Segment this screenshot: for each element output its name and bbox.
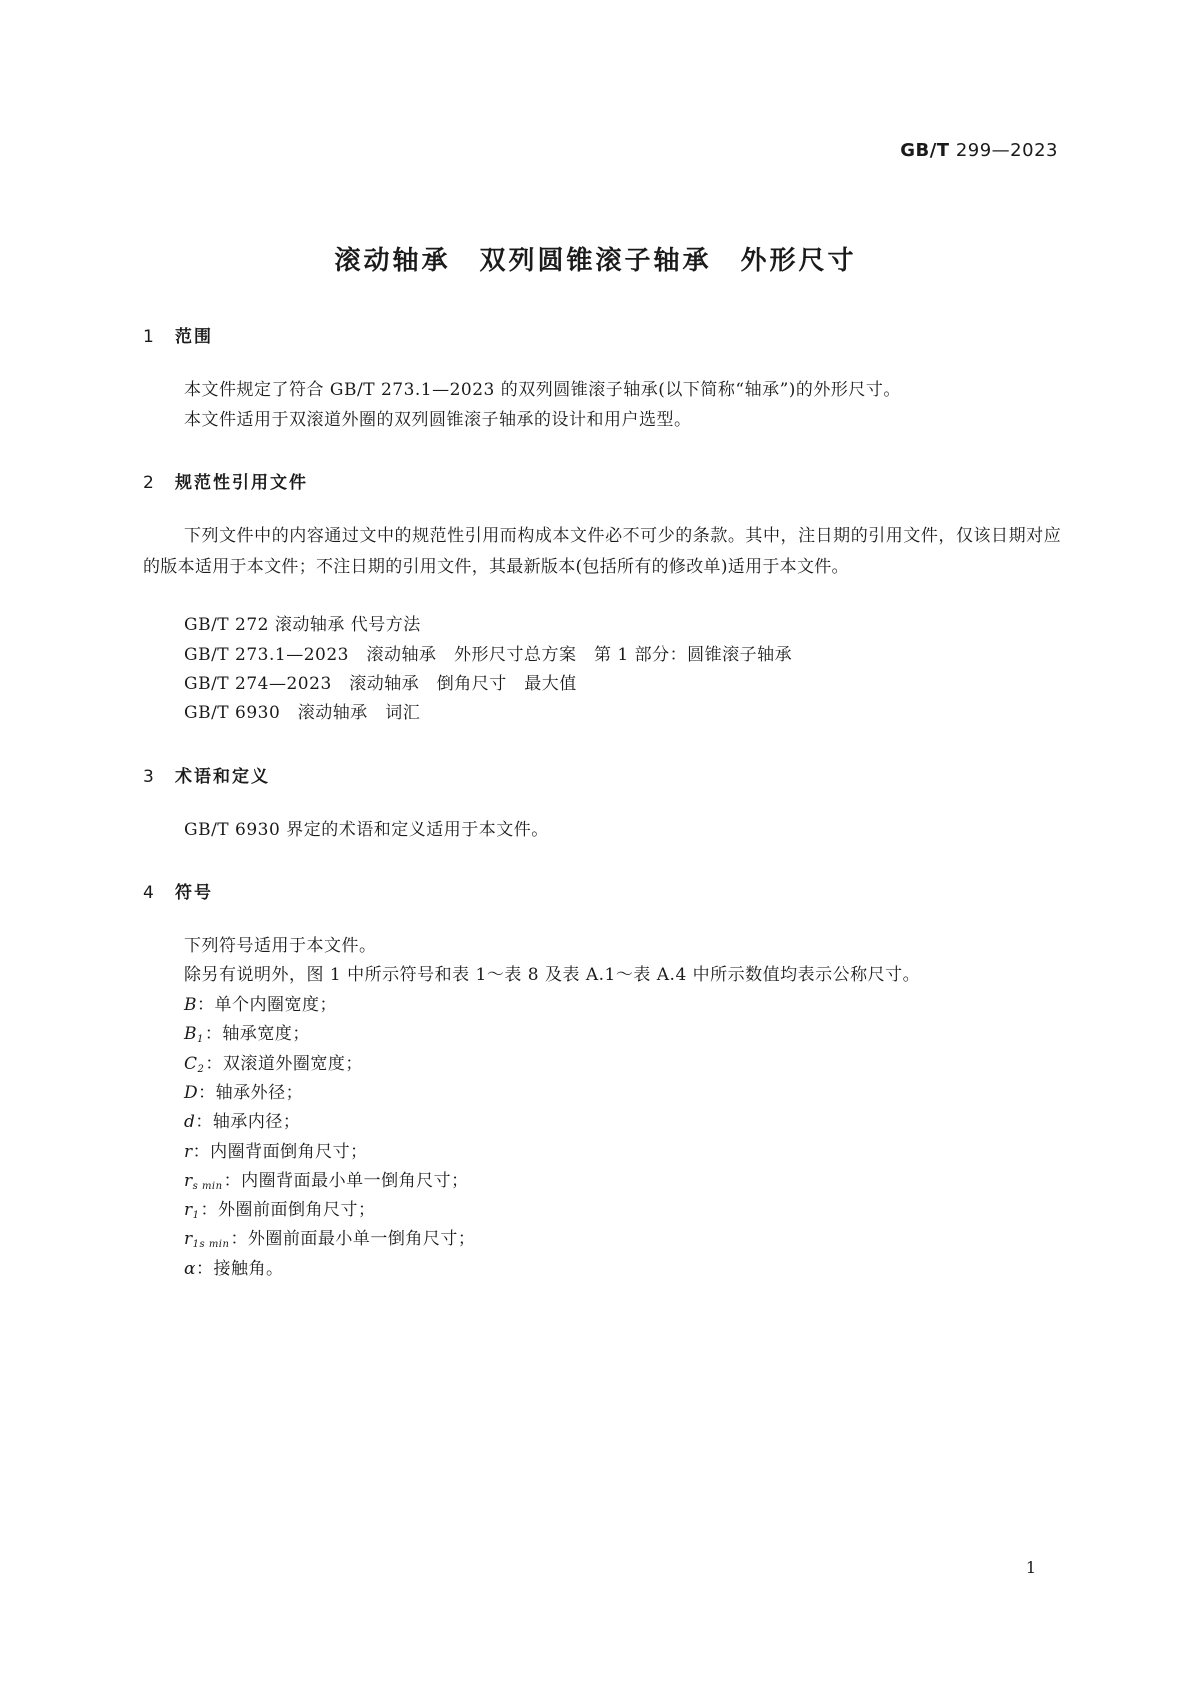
symbol-letter: r (184, 1200, 193, 1221)
section-number: 2 (143, 473, 156, 493)
section-2-heading (143, 468, 308, 493)
symbol-letter: r (184, 1229, 193, 1250)
symbol-letter: r (184, 1141, 193, 1162)
scope-line-2: 本文件适用于双滚道外圈的双列圆锥滚子轴承的设计和用户选型。 (184, 410, 692, 430)
reference-item-1: GB/T 272 滚动轴承 代号方法 (184, 615, 421, 635)
standard-year-number: 299—2023 (955, 140, 1058, 161)
section-4-heading (143, 878, 213, 903)
symbol-subscript: 1 (197, 1034, 204, 1046)
symbol-description: ：轴承外径； (198, 1082, 304, 1103)
symbols-intro: 下列符号适用于本文件。 (184, 936, 377, 956)
reference-item-3: GB/T 274—2023 滚动轴承 倒角尺寸 最大值 (184, 674, 577, 694)
section-title: 范围 (175, 327, 213, 347)
section-1-heading (143, 322, 213, 347)
section-number: 1 (143, 327, 156, 347)
symbol-item (184, 1171, 469, 1197)
symbol-description: ：内圈背面倒角尺寸； (192, 1141, 368, 1162)
symbol-subscript: s min (192, 1180, 223, 1192)
symbol-description: ：轴承宽度； (204, 1024, 310, 1045)
symbol-letter: d (184, 1112, 196, 1133)
section-title: 术语和定义 (175, 767, 270, 787)
section-number: 4 (143, 883, 156, 903)
page-number: 1 (1025, 1558, 1036, 1577)
symbol-item (184, 1054, 363, 1080)
symbol-description: ：外圈前面最小单一倒角尺寸； (230, 1229, 476, 1250)
section-title: 规范性引用文件 (175, 473, 308, 493)
references-paragraph: 下列文件中的内容通过文中的规范性引用而构成本文件必不可少的条款。其中，注日期的引用文件，仅该日期对应的版本适用于本文件；不注日期的引用文件，其最新版本(包括所有的修改单)适用于本文件。 (143, 526, 1061, 577)
symbol-item (184, 1083, 303, 1103)
symbol-subscript: 2 (197, 1063, 205, 1075)
section-number: 3 (143, 767, 156, 787)
reference-item-2: GB/T 273.1—2023 滚动轴承 外形尺寸总方案 第 1 部分：圆锥滚子轴承 (184, 645, 793, 665)
symbol-description: ：内圈背面最小单一倒角尺寸； (223, 1170, 469, 1191)
symbol-item (184, 1229, 475, 1255)
symbol-letter: C (184, 1053, 198, 1074)
standard-code: GB/T (900, 140, 950, 161)
scope-line-1: 本文件规定了符合 GB/T 273.1—2023 的双列圆锥滚子轴承(以下简称“轴承”)的外形尺寸。 (184, 380, 901, 400)
symbol-item (184, 995, 337, 1015)
symbol-description: ：外圈前面倒角尺寸； (200, 1200, 376, 1221)
document-title: 滚动轴承 双列圆锥滚子轴承 外形尺寸 (334, 246, 857, 276)
symbol-item (184, 1259, 283, 1279)
symbol-description: ：双滚道外圈宽度； (205, 1053, 363, 1074)
symbol-letter: B (184, 1024, 197, 1045)
symbol-letter: α (184, 1258, 196, 1279)
symbol-subscript: 1s min (192, 1239, 230, 1251)
reference-item-4: GB/T 6930 滚动轴承 词汇 (184, 703, 421, 723)
section-3-heading (143, 762, 270, 787)
symbol-item (184, 1024, 310, 1050)
symbol-letter: B (184, 995, 197, 1015)
standard-number (900, 140, 1058, 161)
symbol-description: ：接触角。 (195, 1258, 284, 1279)
symbol-letter: D (184, 1082, 199, 1103)
symbols-note: 除另有说明外，图 1 中所示符号和表 1～表 8 及表 A.1～表 A.4 中所示数值均表示公称尺寸。 (184, 965, 921, 985)
symbol-subscript: 1 (192, 1210, 200, 1222)
symbol-description: ：轴承内径； (195, 1112, 301, 1133)
symbol-item (184, 1142, 368, 1162)
symbol-item (184, 1200, 376, 1226)
symbol-item (184, 1112, 300, 1132)
section-title: 符号 (175, 883, 213, 903)
symbol-letter: r (184, 1170, 193, 1191)
terms-line: GB/T 6930 界定的术语和定义适用于本文件。 (184, 820, 549, 840)
symbol-description: ：单个内圈宽度； (197, 995, 337, 1015)
